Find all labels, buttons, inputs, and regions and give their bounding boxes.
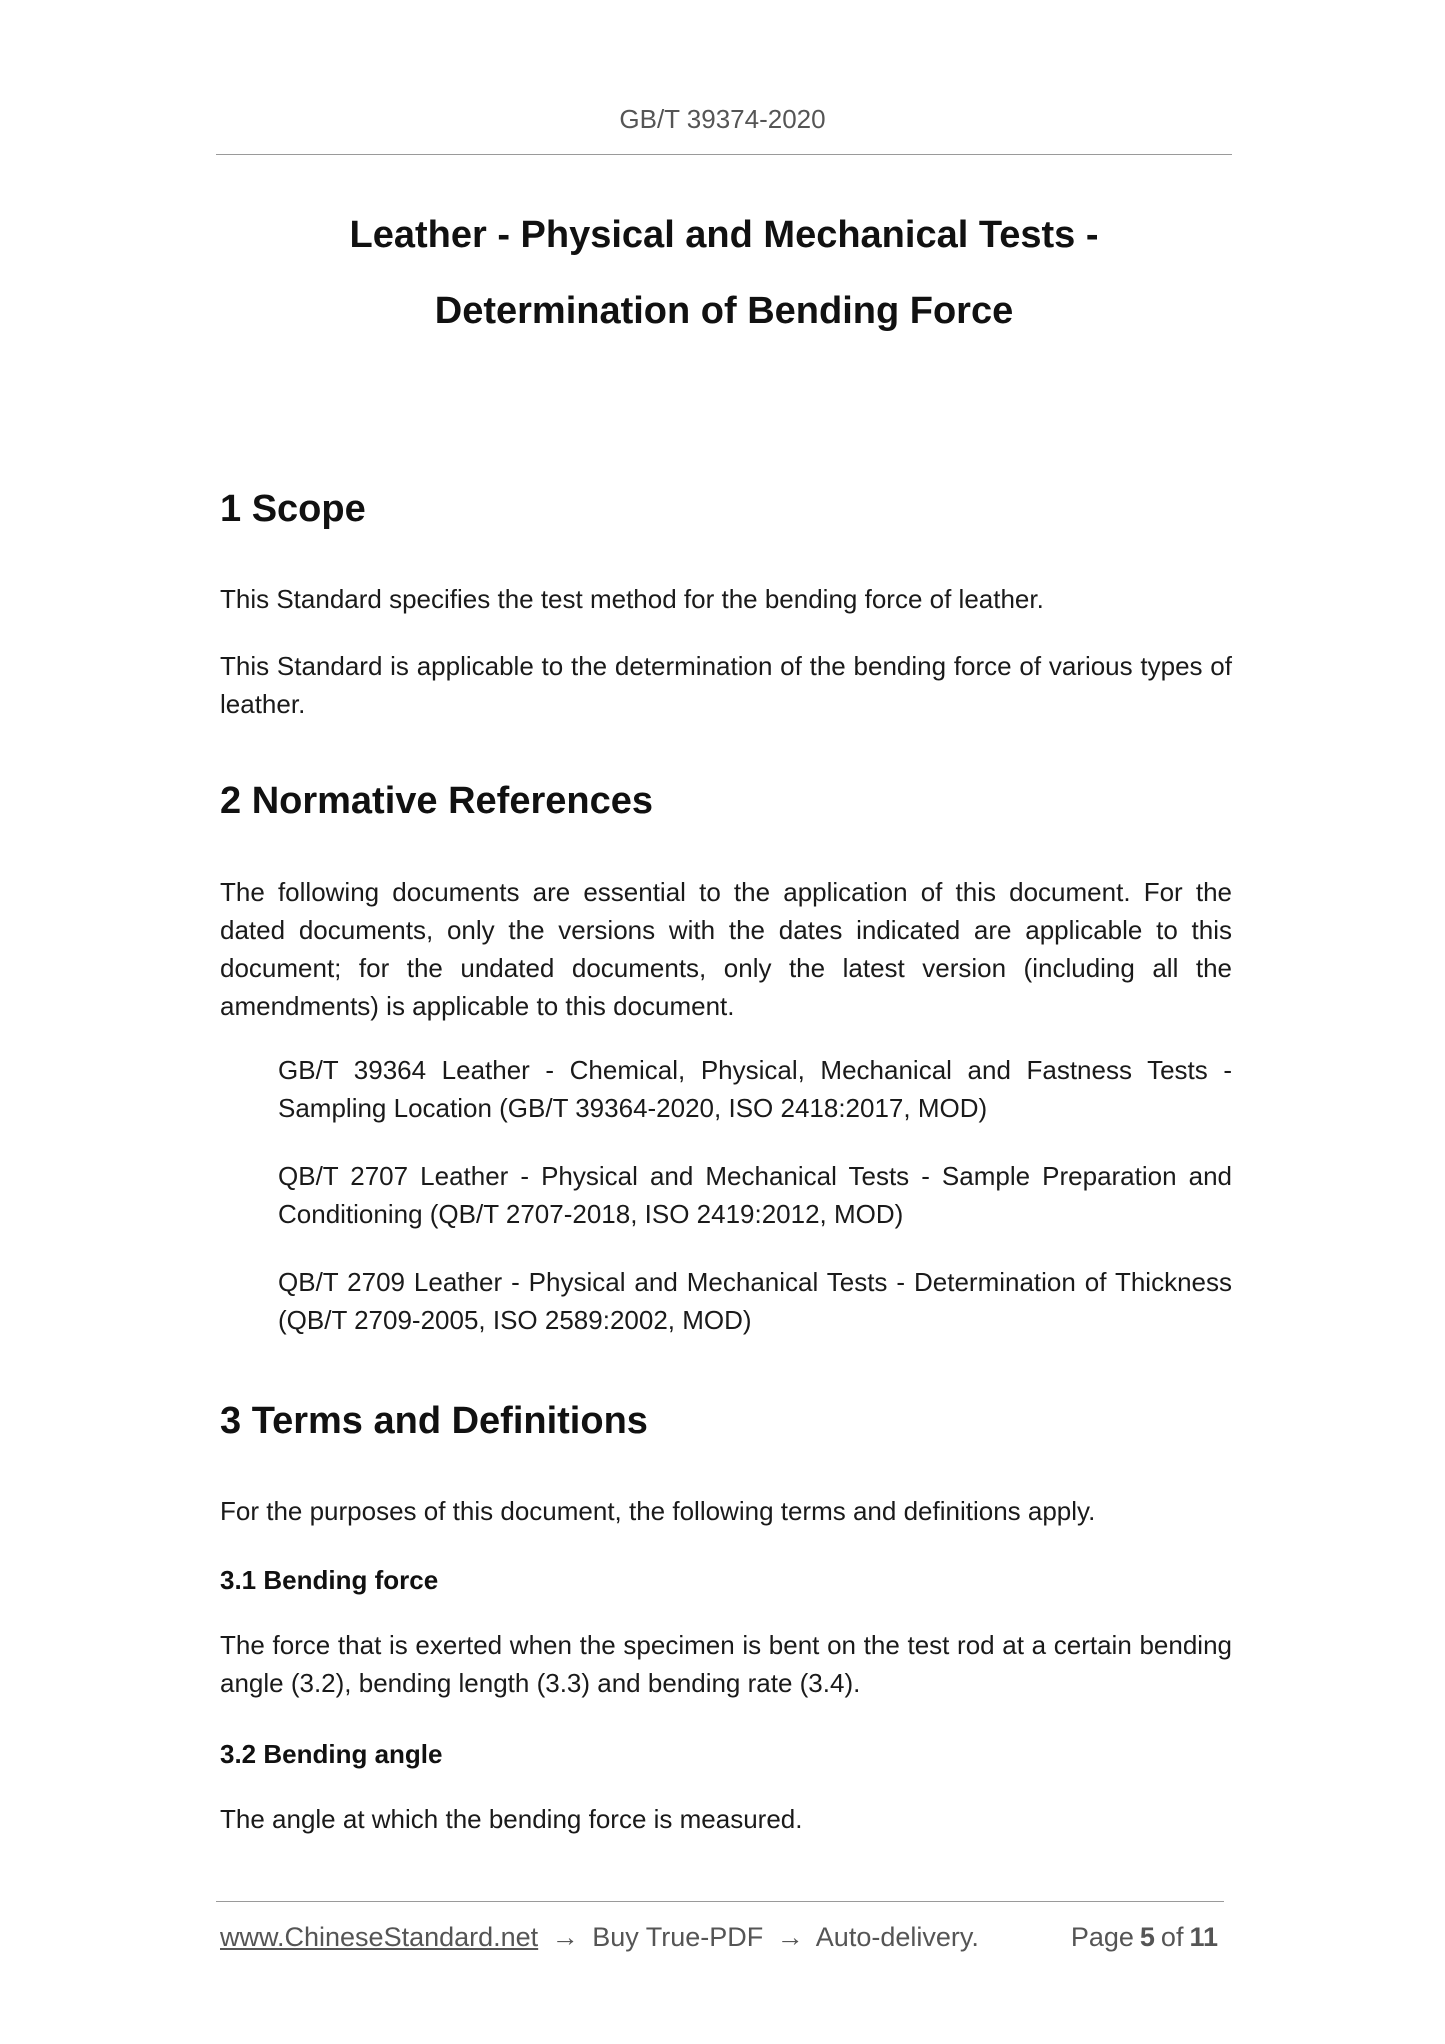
page-label: Page <box>1070 1922 1134 1952</box>
term-heading-bending-force: 3.1 Bending force <box>220 1565 439 1595</box>
header-divider <box>216 154 1232 155</box>
section-heading-normative-references: 2 Normative References <box>220 780 653 822</box>
arrow-right-icon: → <box>551 1922 579 1952</box>
document-title-line-1: Leather - Physical and Mechanical Tests - <box>349 214 1099 256</box>
scope-paragraph: This Standard is applicable to the determination of the bending force of various types of leather. <box>220 651 1232 719</box>
term-heading-bending-angle: 3.2 Bending angle <box>220 1739 443 1769</box>
page-of-label: of <box>1160 1922 1184 1952</box>
section-heading-scope: 1 Scope <box>220 488 366 530</box>
website-link[interactable]: www.ChineseStandard.net <box>220 1922 539 1952</box>
normative-reference-item: QB/T 2707 Leather - Physical and Mechanical Tests - Sample Preparation and Conditioning (QB/T 2707-2018, ISO 2419:2012, MOD) <box>278 1161 1232 1229</box>
document-title-line-2: Determination of Bending Force <box>434 290 1014 332</box>
page-footer <box>220 1922 1224 1953</box>
document-code-header: GB/T 39374-2020 <box>619 104 826 134</box>
auto-delivery-text: Auto-delivery. <box>815 1922 979 1952</box>
scope-paragraph: This Standard specifies the test method for the bending force of leather. <box>220 584 1044 614</box>
page-current: 5 <box>1139 1922 1155 1952</box>
term-definition-bending-force: The force that is exerted when the specimen is bent on the test rod at a certain bending angle (3.2), bending length (3.3) and bending rate (3.4). <box>220 1630 1232 1698</box>
arrow-right-icon: → <box>776 1922 804 1952</box>
footer-divider <box>216 1901 1224 1902</box>
page-number <box>1071 1922 1224 1953</box>
section-heading-terms-definitions: 3 Terms and Definitions <box>220 1400 648 1442</box>
normative-reference-item: GB/T 39364 Leather - Chemical, Physical, Mechanical and Fastness Tests - Sampling Location (GB/T 39364-2020, ISO 2418:2017, MOD) <box>278 1055 1232 1123</box>
normative-references-intro: The following documents are essential to the application of this document. For the dated documents, only the versions with the dates indicated are applicable to this document; for the undated documents, only the latest version (including all the amendments) is applicable to this document. <box>220 877 1232 1021</box>
term-definition-bending-angle: The angle at which the bending force is measured. <box>220 1804 803 1834</box>
buy-pdf-text: Buy True-PDF <box>592 1922 764 1952</box>
terms-intro: For the purposes of this document, the following terms and definitions apply. <box>220 1496 1096 1526</box>
page-total: 11 <box>1189 1922 1218 1952</box>
normative-reference-item: QB/T 2709 Leather - Physical and Mechanical Tests - Determination of Thickness (QB/T 2709-2005, ISO 2589:2002, MOD) <box>278 1267 1232 1335</box>
